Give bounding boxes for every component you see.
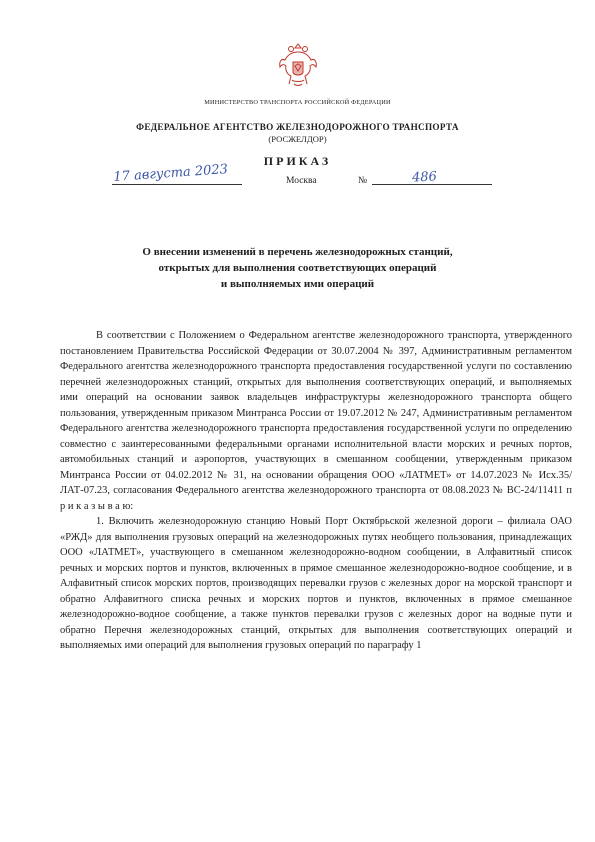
document-title xyxy=(0,244,595,292)
number-sign: № xyxy=(358,176,368,186)
document-body xyxy=(60,328,572,654)
handwritten-date: 17 августа 2023 xyxy=(112,162,229,185)
title-line: О внесении изменений в перечень железнодорожных станций, xyxy=(142,246,453,258)
agency-name: ФЕДЕРАЛЬНОЕ АГЕНТСТВО ЖЕЛЕЗНОДОРОЖНОГО ТРАНСПОРТА xyxy=(136,122,459,132)
title-line: и выполняемых ими операций xyxy=(220,278,375,290)
title-line: открытых для выполнения соответствующих операций xyxy=(158,262,437,274)
ministry-name: МИНИСТЕРСТВО ТРАНСПОРТА РОССИЙСКОЙ ФЕДЕРАЦИИ xyxy=(204,99,391,106)
city-name: Москва xyxy=(286,176,317,186)
body-paragraph: 1. Включить железнодорожную станцию Новый Порт Октябрьской железной дороги – филиала ОАО «РЖД» для выполнения грузовых операций на железнодорожных путях необщего пользования, принадлежащих ООО «ЛАТМЕТ», участвующего в смешанном железнодорожно-водном сообщении, в Алфавитный список речных и морских портов и пунктов, включенных в прямое смешанное железнодорожно-водное сообщение, и в Алфавитный список морских портов, производящих перевалки грузов с железных дорог на морской транспорт и обратно Алфавитного списка речных и морских портов и пунктов, включенных в прямое смешанное железнодорожно-водное сообщение, а также пунктов перевалки грузов с железных дорог на водные пути и обратно Перечня железнодорожных станций, открытых для выполнения соответствующих операций и выполняемых ими операций для выполнения грузовых операций по параграфу 1 xyxy=(60,516,572,651)
handwritten-number: 486 xyxy=(411,169,438,186)
body-paragraph: В соответствии с Положением о Федеральном агентстве железнодорожного транспорта, утвержденного постановлением Правительства Российской Федерации от 30.07.2004 № 397, Административным регламентом Федерального агентства железнодорожного транспорта предоставления государственной услуги по составлению перечней железнодорожных станций, открытых для выполнения соответствующих операций, и выполняемых ими операций на основании заявок владельцев инфраструктуры железнодорожного транспорта общего пользования, утвержденным приказом Минтранса России от 19.07.2012 № 247, Административным регламентом Федерального агентства железнодорожного транспорта предоставления государственной услуги по определению совместно с заинтересованными федеральными органами исполнительной власти морских и речных портов, автомобильных станций и аэропортов, участвующих в смешанном сообщении, утвержденным приказом Минтранса России от 04.02.2012 № 31, на основании обращения ООО «ЛАТМЕТ» от 14.07.2023 № Исх.35/ЛАТ-07.23, согласования Федерального агентства железнодорожного транспорта от 08.08.2023 № ВС-24/11411 п р и к а з ы в а ю: xyxy=(60,330,572,512)
document-type: ПРИКАЗ xyxy=(263,154,332,168)
coat-of-arms-icon xyxy=(277,40,319,90)
agency-abbreviation: (РОСЖЕЛДОР) xyxy=(268,134,327,144)
date-underline xyxy=(112,184,242,185)
